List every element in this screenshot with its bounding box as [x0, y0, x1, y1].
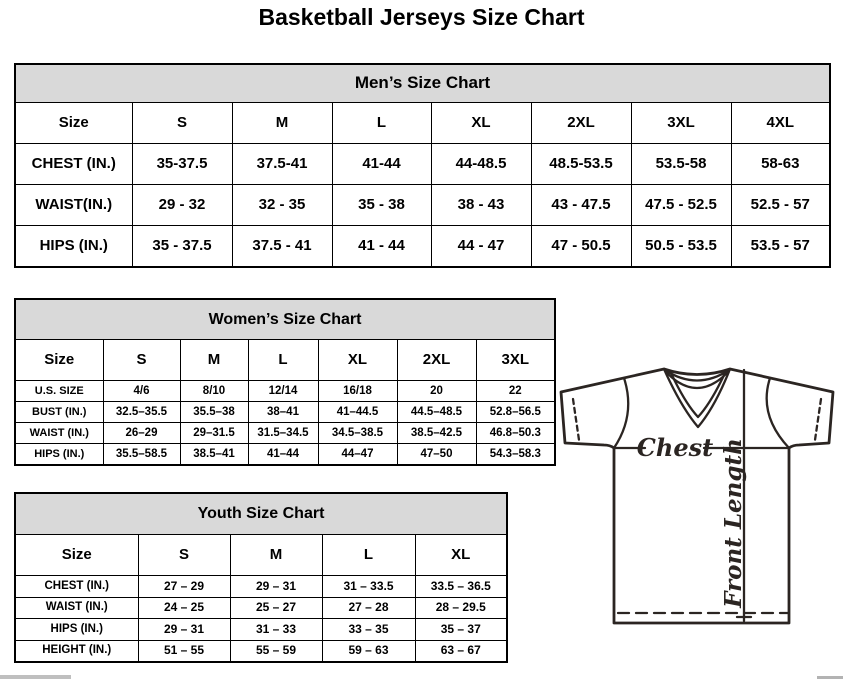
- size-value-cell: 22: [476, 381, 555, 402]
- table-row: [15, 576, 507, 598]
- column-header: Size: [15, 535, 138, 576]
- page-title: Basketball Jerseys Size Chart: [258, 4, 585, 30]
- column-header: 2XL: [397, 340, 476, 381]
- size-value-cell: 52.8–56.5: [476, 402, 555, 423]
- row-label: WAIST (IN.): [15, 597, 138, 619]
- row-label: CHEST (IN.): [15, 144, 132, 185]
- size-value-cell: 53.5-58: [631, 144, 731, 185]
- size-value-cell: 24 – 25: [138, 597, 230, 619]
- row-label: U.S. SIZE: [15, 381, 103, 402]
- column-header: 3XL: [476, 340, 555, 381]
- size-value-cell: 44–47: [318, 444, 397, 466]
- size-value-cell: 35 - 37.5: [132, 226, 232, 268]
- size-value-cell: 35 – 37: [415, 619, 507, 641]
- row-label: HIPS (IN.): [15, 226, 132, 268]
- row-label: HIPS (IN.): [15, 444, 103, 466]
- column-header: M: [180, 340, 248, 381]
- size-value-cell: 41-44: [332, 144, 431, 185]
- size-value-cell: 51 – 55: [138, 640, 230, 662]
- size-value-cell: 35.5–38: [180, 402, 248, 423]
- size-value-cell: 38–41: [248, 402, 318, 423]
- row-label: BUST (IN.): [15, 402, 103, 423]
- mens-table-title-row: [15, 64, 830, 103]
- size-value-cell: 20: [397, 381, 476, 402]
- column-header: XL: [431, 103, 531, 144]
- column-header: M: [230, 535, 322, 576]
- size-value-cell: 31 – 33.5: [322, 576, 415, 598]
- size-value-cell: 25 – 27: [230, 597, 322, 619]
- table-row: [15, 444, 555, 466]
- row-label: CHEST (IN.): [15, 576, 138, 598]
- youth-table-title-row: [15, 493, 507, 535]
- table-row: [15, 185, 830, 226]
- row-label: WAIST(IN.): [15, 185, 132, 226]
- row-label: HIPS (IN.): [15, 619, 138, 641]
- size-value-cell: 43 - 47.5: [531, 185, 631, 226]
- size-value-cell: 50.5 - 53.5: [631, 226, 731, 268]
- size-value-cell: 41–44.5: [318, 402, 397, 423]
- table-row: [15, 144, 830, 185]
- column-header: M: [232, 103, 332, 144]
- size-value-cell: 31.5–34.5: [248, 423, 318, 444]
- size-value-cell: 44 - 47: [431, 226, 531, 268]
- womens-size-chart-table: [14, 298, 556, 466]
- youth-table-title: Youth Size Chart: [15, 493, 507, 535]
- table-row: [15, 381, 555, 402]
- size-value-cell: 4/6: [103, 381, 180, 402]
- mens-table-title: Men’s Size Chart: [15, 64, 830, 103]
- womens-header-row: [15, 340, 555, 381]
- jersey-measurement-diagram: [552, 355, 842, 645]
- size-value-cell: 29 – 31: [138, 619, 230, 641]
- size-value-cell: 12/14: [248, 381, 318, 402]
- size-value-cell: 48.5-53.5: [531, 144, 631, 185]
- column-header: XL: [415, 535, 507, 576]
- size-value-cell: 55 – 59: [230, 640, 322, 662]
- column-header: Size: [15, 340, 103, 381]
- size-value-cell: 34.5–38.5: [318, 423, 397, 444]
- size-value-cell: 33 – 35: [322, 619, 415, 641]
- size-value-cell: 44-48.5: [431, 144, 531, 185]
- size-value-cell: 59 – 63: [322, 640, 415, 662]
- womens-table-title: Women’s Size Chart: [15, 299, 555, 340]
- row-label: WAIST (IN.): [15, 423, 103, 444]
- table-row: [15, 226, 830, 268]
- size-value-cell: 54.3–58.3: [476, 444, 555, 466]
- jersey-outline-shape: [561, 369, 833, 623]
- size-value-cell: 29 – 31: [230, 576, 322, 598]
- row-label: HEIGHT (IN.): [15, 640, 138, 662]
- size-value-cell: 35 - 38: [332, 185, 431, 226]
- size-value-cell: 38.5–42.5: [397, 423, 476, 444]
- youth-header-row: [15, 535, 507, 576]
- column-header: L: [332, 103, 431, 144]
- size-value-cell: 38 - 43: [431, 185, 531, 226]
- womens-table-title-row: [15, 299, 555, 340]
- table-row: [15, 640, 507, 662]
- size-value-cell: 47–50: [397, 444, 476, 466]
- column-header: L: [322, 535, 415, 576]
- size-value-cell: 31 – 33: [230, 619, 322, 641]
- size-value-cell: 8/10: [180, 381, 248, 402]
- column-header: Size: [15, 103, 132, 144]
- size-value-cell: 47 - 50.5: [531, 226, 631, 268]
- size-value-cell: 41 - 44: [332, 226, 431, 268]
- size-value-cell: 16/18: [318, 381, 397, 402]
- chest-label: Chest: [636, 433, 714, 462]
- mens-size-chart-table: [14, 63, 831, 268]
- size-value-cell: 63 – 67: [415, 640, 507, 662]
- size-value-cell: 28 – 29.5: [415, 597, 507, 619]
- size-value-cell: 27 – 28: [322, 597, 415, 619]
- table-row: [15, 619, 507, 641]
- size-value-cell: 58-63: [731, 144, 830, 185]
- size-value-cell: 29–31.5: [180, 423, 248, 444]
- table-row: [15, 402, 555, 423]
- column-header: 4XL: [731, 103, 830, 144]
- size-value-cell: 52.5 - 57: [731, 185, 830, 226]
- column-header: XL: [318, 340, 397, 381]
- size-value-cell: 53.5 - 57: [731, 226, 830, 268]
- size-value-cell: 26–29: [103, 423, 180, 444]
- size-value-cell: 29 - 32: [132, 185, 232, 226]
- column-header: S: [132, 103, 232, 144]
- youth-size-chart-table: [14, 492, 508, 663]
- column-header: 2XL: [531, 103, 631, 144]
- horizontal-scrollbar-fragment-left[interactable]: [0, 675, 71, 679]
- size-value-cell: 47.5 - 52.5: [631, 185, 731, 226]
- size-value-cell: 44.5–48.5: [397, 402, 476, 423]
- column-header: 3XL: [631, 103, 731, 144]
- front-length-label: Front Length: [720, 438, 747, 608]
- table-row: [15, 597, 507, 619]
- size-value-cell: 35.5–58.5: [103, 444, 180, 466]
- size-value-cell: 27 – 29: [138, 576, 230, 598]
- size-value-cell: 33.5 – 36.5: [415, 576, 507, 598]
- size-value-cell: 41–44: [248, 444, 318, 466]
- mens-header-row: [15, 103, 830, 144]
- size-value-cell: 37.5-41: [232, 144, 332, 185]
- size-value-cell: 32 - 35: [232, 185, 332, 226]
- column-header: S: [103, 340, 180, 381]
- size-value-cell: 32.5–35.5: [103, 402, 180, 423]
- table-row: [15, 423, 555, 444]
- size-value-cell: 35-37.5: [132, 144, 232, 185]
- size-value-cell: 46.8–50.3: [476, 423, 555, 444]
- column-header: L: [248, 340, 318, 381]
- column-header: S: [138, 535, 230, 576]
- size-value-cell: 38.5–41: [180, 444, 248, 466]
- size-value-cell: 37.5 - 41: [232, 226, 332, 268]
